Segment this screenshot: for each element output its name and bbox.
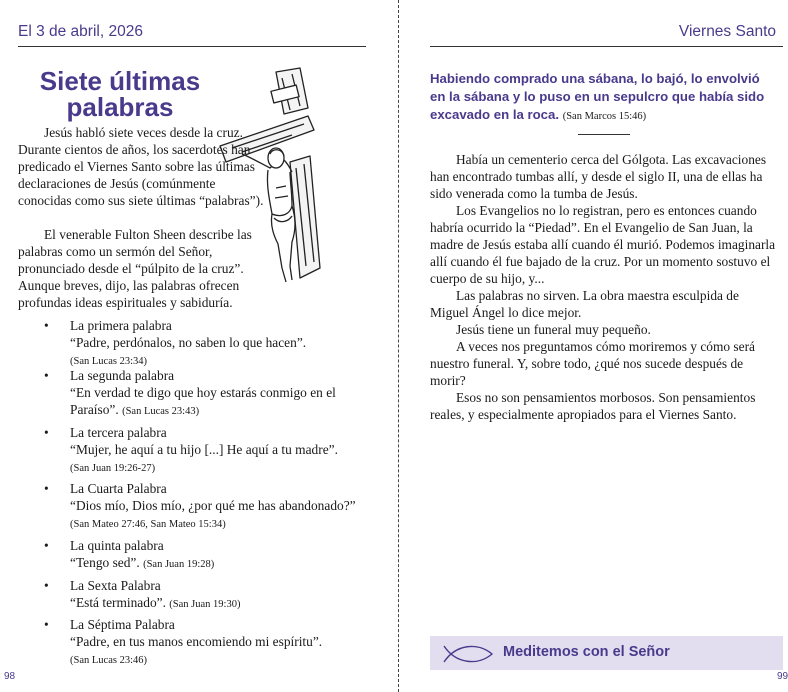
page-fold-divider [398,0,399,692]
bullet-icon: • [44,578,49,593]
bullet-icon: • [44,617,49,632]
word-ref: (San Juan 19:26-27) [70,463,156,474]
scripture-verse [430,70,770,126]
right-page-number: 99 [777,671,788,682]
list-item [44,537,366,577]
word-label: La Cuarta Palabra [70,481,167,496]
list-item [44,367,366,424]
word-ref: (San Mateo 27:46, San Mateo 15:34) [70,519,226,530]
word-label: La segunda palabra [70,368,175,383]
word-quote-text: “En verdad te digo que hoy estarás conmigo en el Paraíso”. [70,385,336,417]
right-header-rule [430,46,783,47]
meditate-label: Meditemos con el Señor [503,644,670,660]
reflection-paragraph: Las palabras no sirven. La obra maestra esculpida de Miguel Ángel lo dice mejor. [430,288,739,320]
verse-ref: (San Marcos 15:46) [562,111,647,122]
word-ref: (San Lucas 23:46) [70,655,147,666]
word-label: La quinta palabra [70,538,164,553]
reflection-paragraph: Había un cementerio cerca del Gólgota. Las excavaciones han encontrado tumbas allí, y desde el siglo II, una de ellas ha sido venerada como la tumba de Jesús. [430,152,767,201]
list-item [44,616,366,666]
reflection-body [430,151,780,423]
word-ref: (San Lucas 23:34) [70,356,147,367]
word-quote-text: “Tengo sed”. [70,555,140,570]
word-quote: “Mujer, he aquí a tu hijo [...] He aquí a tu madre”. [70,442,338,457]
bullet-icon: • [44,318,49,333]
word-ref: (San Lucas 23:43) [122,406,200,417]
word-label: La tercera palabra [70,425,167,440]
left-header-rule [18,46,366,47]
list-item [44,424,366,480]
left-page-header-date: El 3 de abril, 2026 [18,23,143,40]
word-quote [70,594,366,613]
intro-paragraph-1: Jesús habló siete veces desde la cruz. Durante cientos de años, los sacerdotes han predicado el Viernes Santo sobre las últimas declaraciones de Jesús (comúnmente conocidas como sus siete últimas “palabras”). [18,125,264,208]
bullet-icon: • [44,368,49,383]
word-quote: “Padre, perdónalos, no saben lo que hacen”. [70,335,307,350]
verse-text: Habiendo comprado una sábana, lo bajó, lo envolvió en la sábana y lo puso en un sepulcro que había sido excavado en la roca. [430,71,765,122]
word-ref: (San Juan 19:30) [169,599,241,610]
bullet-icon: • [44,425,49,440]
ichthys-fish-icon [442,644,494,664]
title-line-1: Siete últimas [39,66,201,96]
verse-separator [578,134,630,135]
meditate-banner [430,636,783,670]
word-quote [70,497,366,533]
intro-paragraph-2: El venerable Fulton Sheen describe las palabras como un sermón del Señor, pronunciado desde el “púlpito de la cruz”. Aunque breves, dijo, las palabras ofrecen profundas ideas espirituales y sabiduría. [18,227,252,310]
word-quote: “Padre, en tus manos encomiendo mi espíritu”. [70,634,323,649]
bullet-icon: • [44,481,49,496]
reflection-paragraph: Jesús tiene un funeral muy pequeño. [456,322,651,337]
word-label: La Sexta Palabra [70,578,161,593]
list-item [44,480,366,537]
word-ref: (San Juan 19:28) [143,559,215,570]
word-label: La primera palabra [70,318,172,333]
reflection-paragraph: Los Evangelios no lo registran, pero es entonces cuando habría ocurrido la “Piedad”. En el Evangelio de San Juan, la madre de Jesús estaba allí cuando él murió. Podemos imaginarla allí cuando él fue bajado de la cruz. Por un momento sostuvo el cuerpo de su hijo, y... [430,203,776,286]
word-quote [70,384,366,420]
title-line-2: palabras [66,92,174,122]
right-page-header: Viernes Santo [678,23,776,40]
seven-words-list [44,317,366,666]
article-title [30,68,210,120]
bullet-icon: • [44,538,49,553]
list-item [44,577,366,616]
word-quote-text: “Está terminado”. [70,595,166,610]
list-item [44,317,366,367]
reflection-paragraph: A veces nos preguntamos cómo moriremos y cómo será nuestro funeral. Y, sobre todo, ¿qué nos sucede después de morir? [430,339,755,388]
word-quote [70,554,366,573]
word-quote-text: “Dios mío, Dios mío, ¿por qué me has abandonado?” [70,498,356,513]
word-label: La Séptima Palabra [70,617,175,632]
reflection-paragraph: Esos no son pensamientos morbosos. Son pensamientos reales, y especialmente apropiados para el Viernes Santo. [430,390,756,422]
left-page-number: 98 [4,671,16,682]
